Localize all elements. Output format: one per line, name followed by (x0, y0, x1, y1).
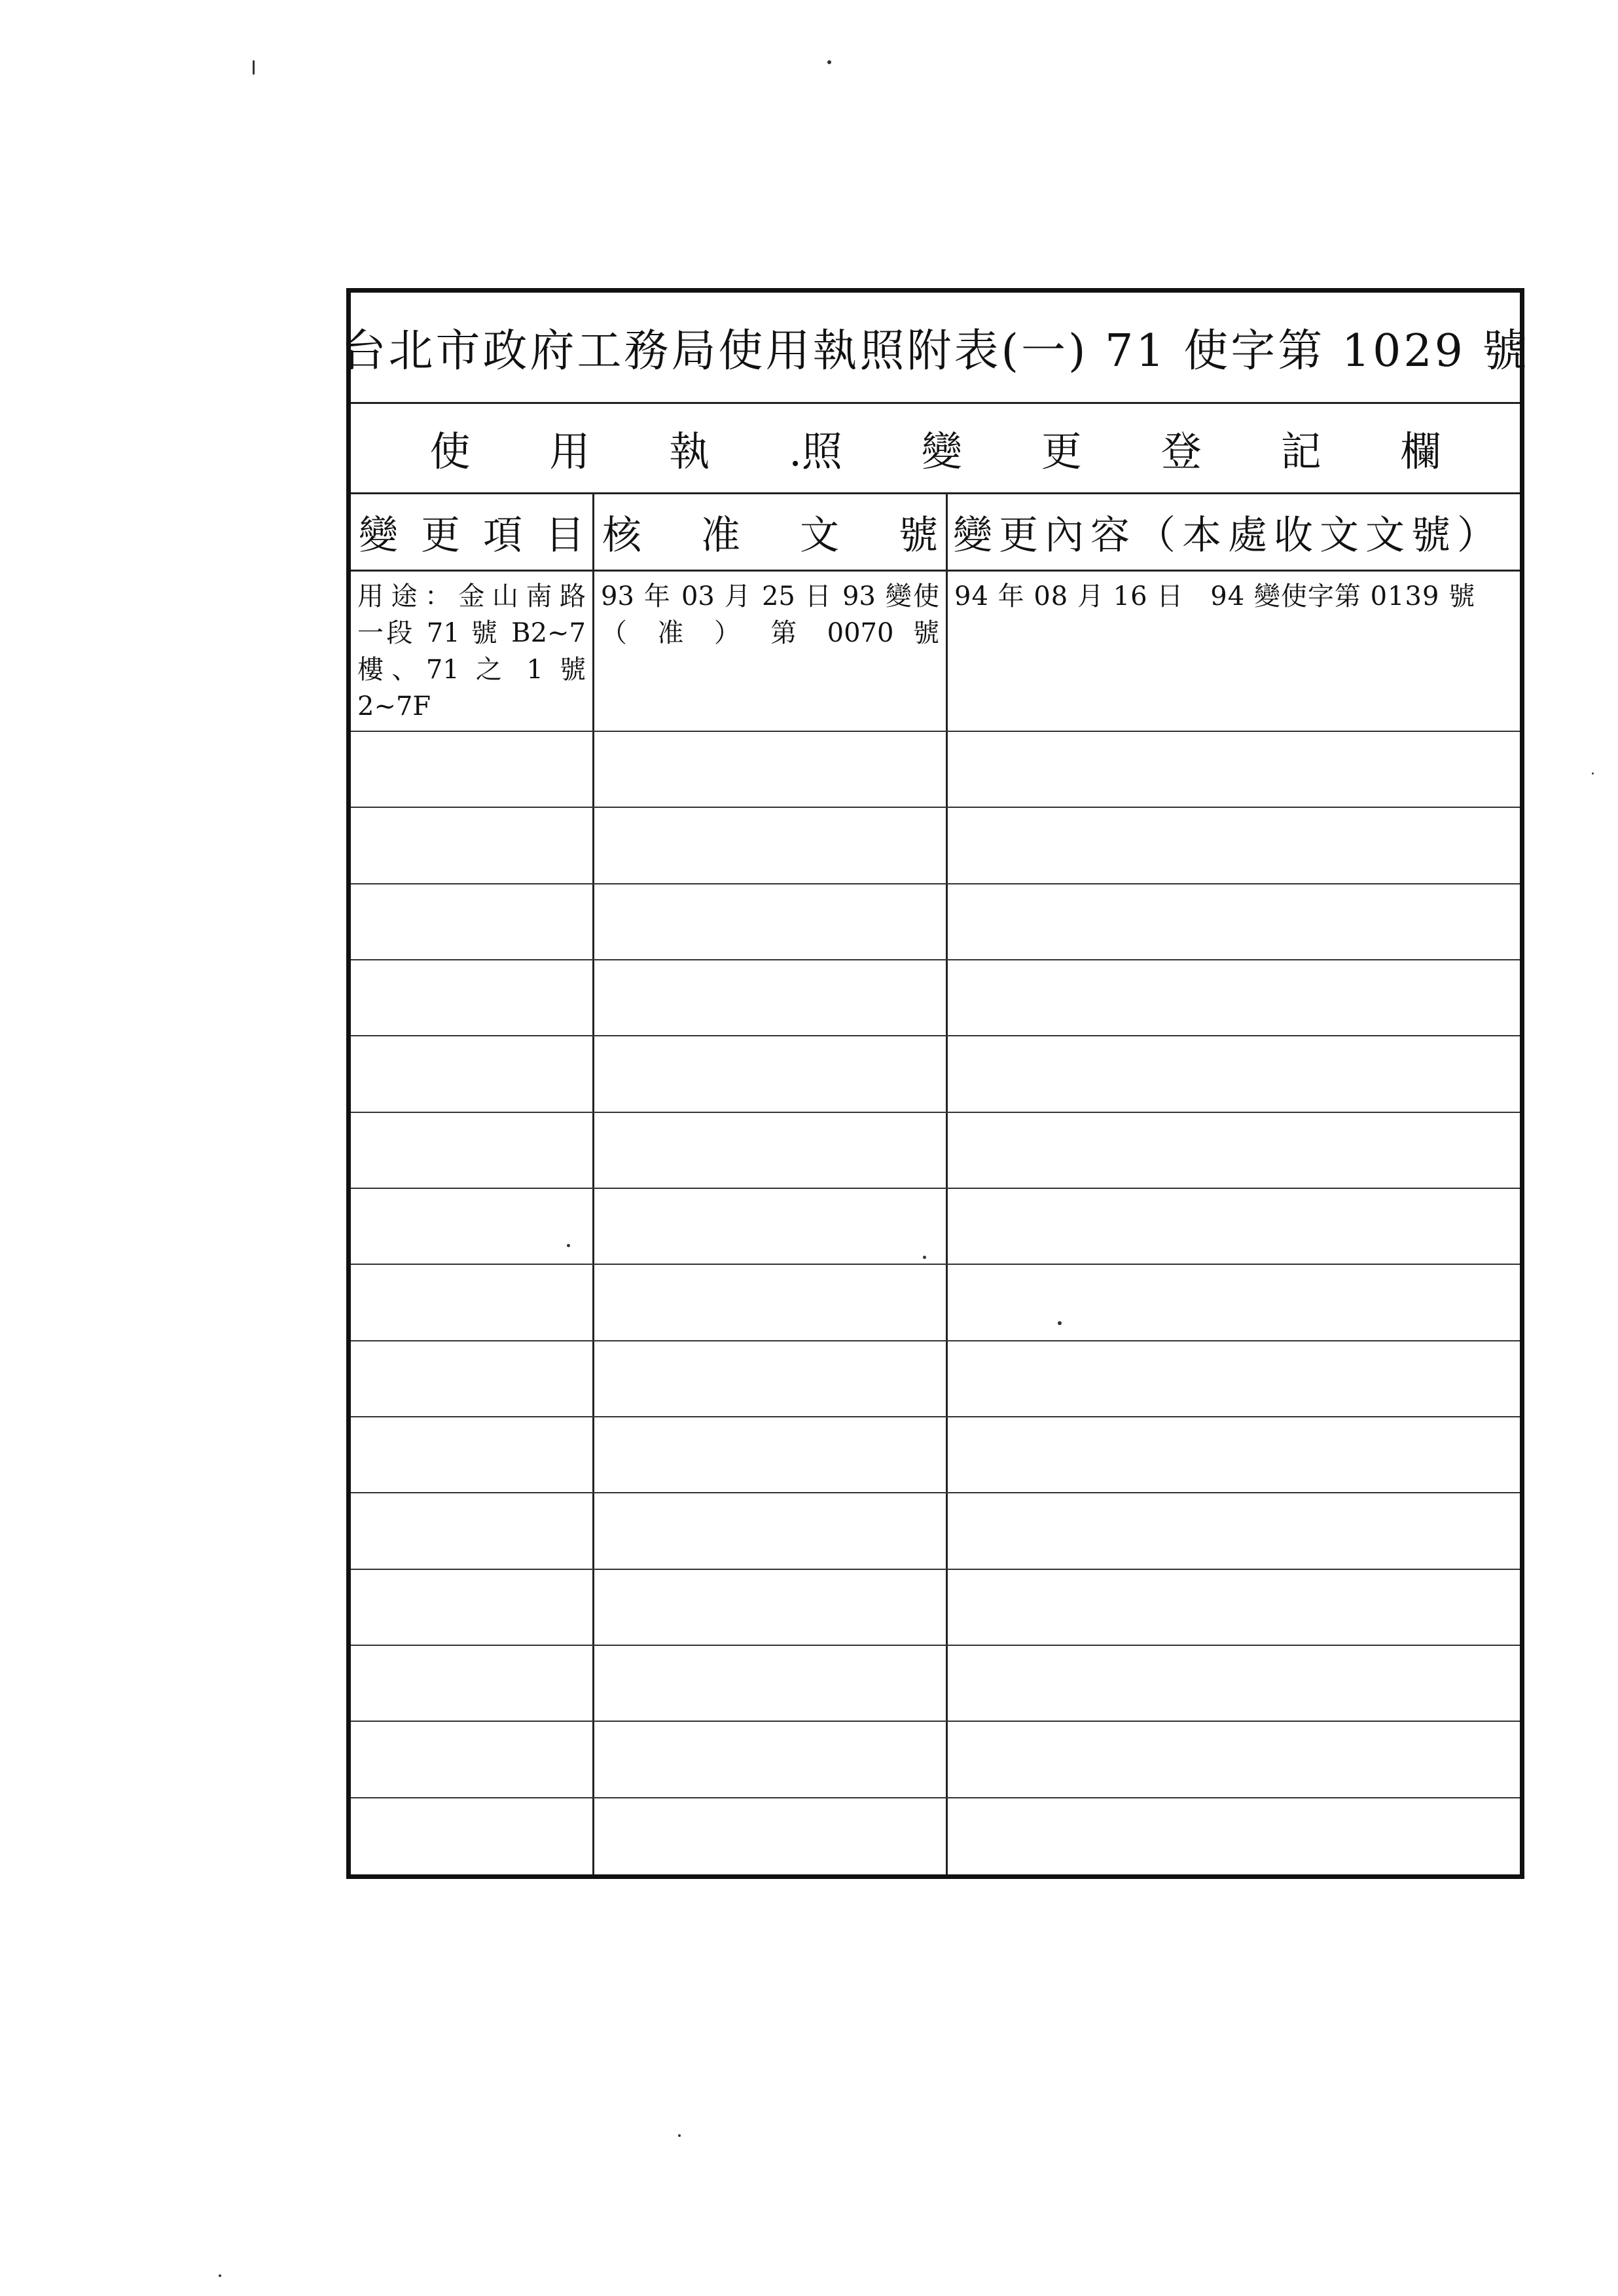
empty-table-row (351, 1722, 1520, 1798)
cell-change-item (351, 572, 594, 731)
subtitle-char: 記 (1280, 428, 1321, 475)
empty-cell (594, 1722, 948, 1796)
header-char: 准 (701, 512, 740, 558)
empty-table-row (351, 732, 1520, 808)
empty-cell (351, 1417, 594, 1492)
scan-speck (923, 1256, 926, 1259)
approval-line: 93 年 03 月 25 日 93 變使 (601, 581, 939, 611)
column-header-row (351, 494, 1520, 572)
header-change-content: 變更內容（本處收文文號） (953, 512, 1503, 558)
cell-approval-number (594, 572, 948, 731)
subtitle-char: 更 (1041, 428, 1082, 475)
empty-table-row (351, 1341, 1520, 1417)
empty-cell (948, 1341, 1524, 1416)
empty-cell (948, 1722, 1524, 1796)
change-registration-table (341, 288, 1530, 1879)
empty-cell (948, 1798, 1524, 1874)
empty-cell (351, 1265, 594, 1339)
scan-speck (219, 2274, 221, 2277)
subtitle-char: .照 (789, 428, 842, 475)
empty-table-row (351, 1493, 1520, 1569)
subtitle-char: 變 (921, 428, 962, 475)
item-line: 用途：金山南路 (357, 581, 586, 611)
subtitle-char: 執 (669, 428, 710, 475)
empty-cell (594, 732, 948, 807)
empty-cell (594, 1036, 948, 1111)
scan-speck (827, 60, 831, 64)
empty-cell (594, 1189, 948, 1264)
empty-cell (594, 1113, 948, 1188)
empty-cell (351, 1722, 594, 1796)
empty-cell (948, 884, 1524, 959)
empty-cell (351, 1646, 594, 1721)
empty-cell (351, 808, 594, 883)
empty-cell (351, 1570, 594, 1645)
approval-line: （ 准 ） 第 0070 號 (601, 618, 939, 648)
header-char: 項 (483, 512, 522, 558)
empty-cell (948, 1189, 1524, 1264)
empty-cell (351, 1798, 594, 1874)
document-title: 台北市政府工務局使用執照附表(一) 71 使字第 1029 號 (351, 293, 1520, 404)
empty-table-row (351, 960, 1520, 1036)
subtitle-char: 登 (1160, 428, 1202, 475)
empty-cell (948, 1646, 1524, 1721)
empty-cell (351, 1113, 594, 1188)
empty-cell (351, 960, 594, 1035)
scan-speck (1592, 773, 1594, 774)
empty-cell (594, 1570, 948, 1645)
empty-cell (948, 1570, 1524, 1645)
empty-cell (351, 1036, 594, 1111)
scan-speck (253, 60, 255, 75)
empty-cell (594, 1341, 948, 1416)
header-char: 目 (545, 512, 584, 558)
empty-table-row (351, 1189, 1520, 1265)
scan-speck (678, 2134, 681, 2137)
scan-speck (1058, 1321, 1062, 1325)
empty-cell (594, 1493, 948, 1568)
subtitle-char: 用 (549, 428, 590, 475)
empty-cell (594, 1265, 948, 1339)
empty-table-row (351, 1570, 1520, 1646)
empty-cell (948, 1493, 1524, 1568)
scan-speck (567, 1244, 570, 1247)
empty-cell (351, 1189, 594, 1264)
change-content-text: 94 年 08 月 16 日 94 變使字第 0139 號 (954, 581, 1476, 611)
cell-change-content (948, 572, 1524, 731)
subtitle-char: 欄 (1400, 428, 1441, 475)
empty-cell (594, 808, 948, 883)
empty-table-row (351, 1417, 1520, 1493)
header-approval-number (594, 494, 948, 570)
header-char: 變 (359, 512, 398, 558)
subtitle-char: 使 (429, 428, 471, 475)
empty-cell (948, 1265, 1524, 1339)
item-line: 一段 71 號 B2~7 (357, 618, 586, 648)
empty-cell (948, 732, 1524, 807)
empty-table-row (351, 1113, 1520, 1189)
empty-cell (948, 1417, 1524, 1492)
empty-cell (351, 1341, 594, 1416)
header-char: 更 (421, 512, 460, 558)
empty-table-row (351, 884, 1520, 960)
empty-cell (594, 1417, 948, 1492)
empty-table-row (351, 808, 1520, 884)
empty-cell (948, 960, 1524, 1035)
item-line: 樓、71 之 1 號 (357, 655, 586, 685)
empty-cell (594, 884, 948, 959)
empty-cell (948, 1113, 1524, 1188)
header-char: 核 (602, 512, 641, 558)
table-subtitle (351, 404, 1520, 494)
table-row (351, 572, 1520, 732)
empty-cell (594, 1798, 948, 1874)
empty-cell (948, 1036, 1524, 1111)
header-char: 號 (899, 512, 938, 558)
header-change-item (351, 494, 594, 570)
empty-cell (351, 884, 594, 959)
empty-table-row (351, 1646, 1520, 1722)
empty-cell (351, 1493, 594, 1568)
empty-table-row (351, 1036, 1520, 1112)
empty-cell (948, 808, 1524, 883)
empty-table-row (351, 1265, 1520, 1341)
item-line: 2~7F (357, 691, 431, 721)
empty-cell (594, 1646, 948, 1721)
header-char: 文 (800, 512, 839, 558)
empty-cell (351, 732, 594, 807)
empty-cell (594, 960, 948, 1035)
empty-table-row (351, 1798, 1520, 1874)
